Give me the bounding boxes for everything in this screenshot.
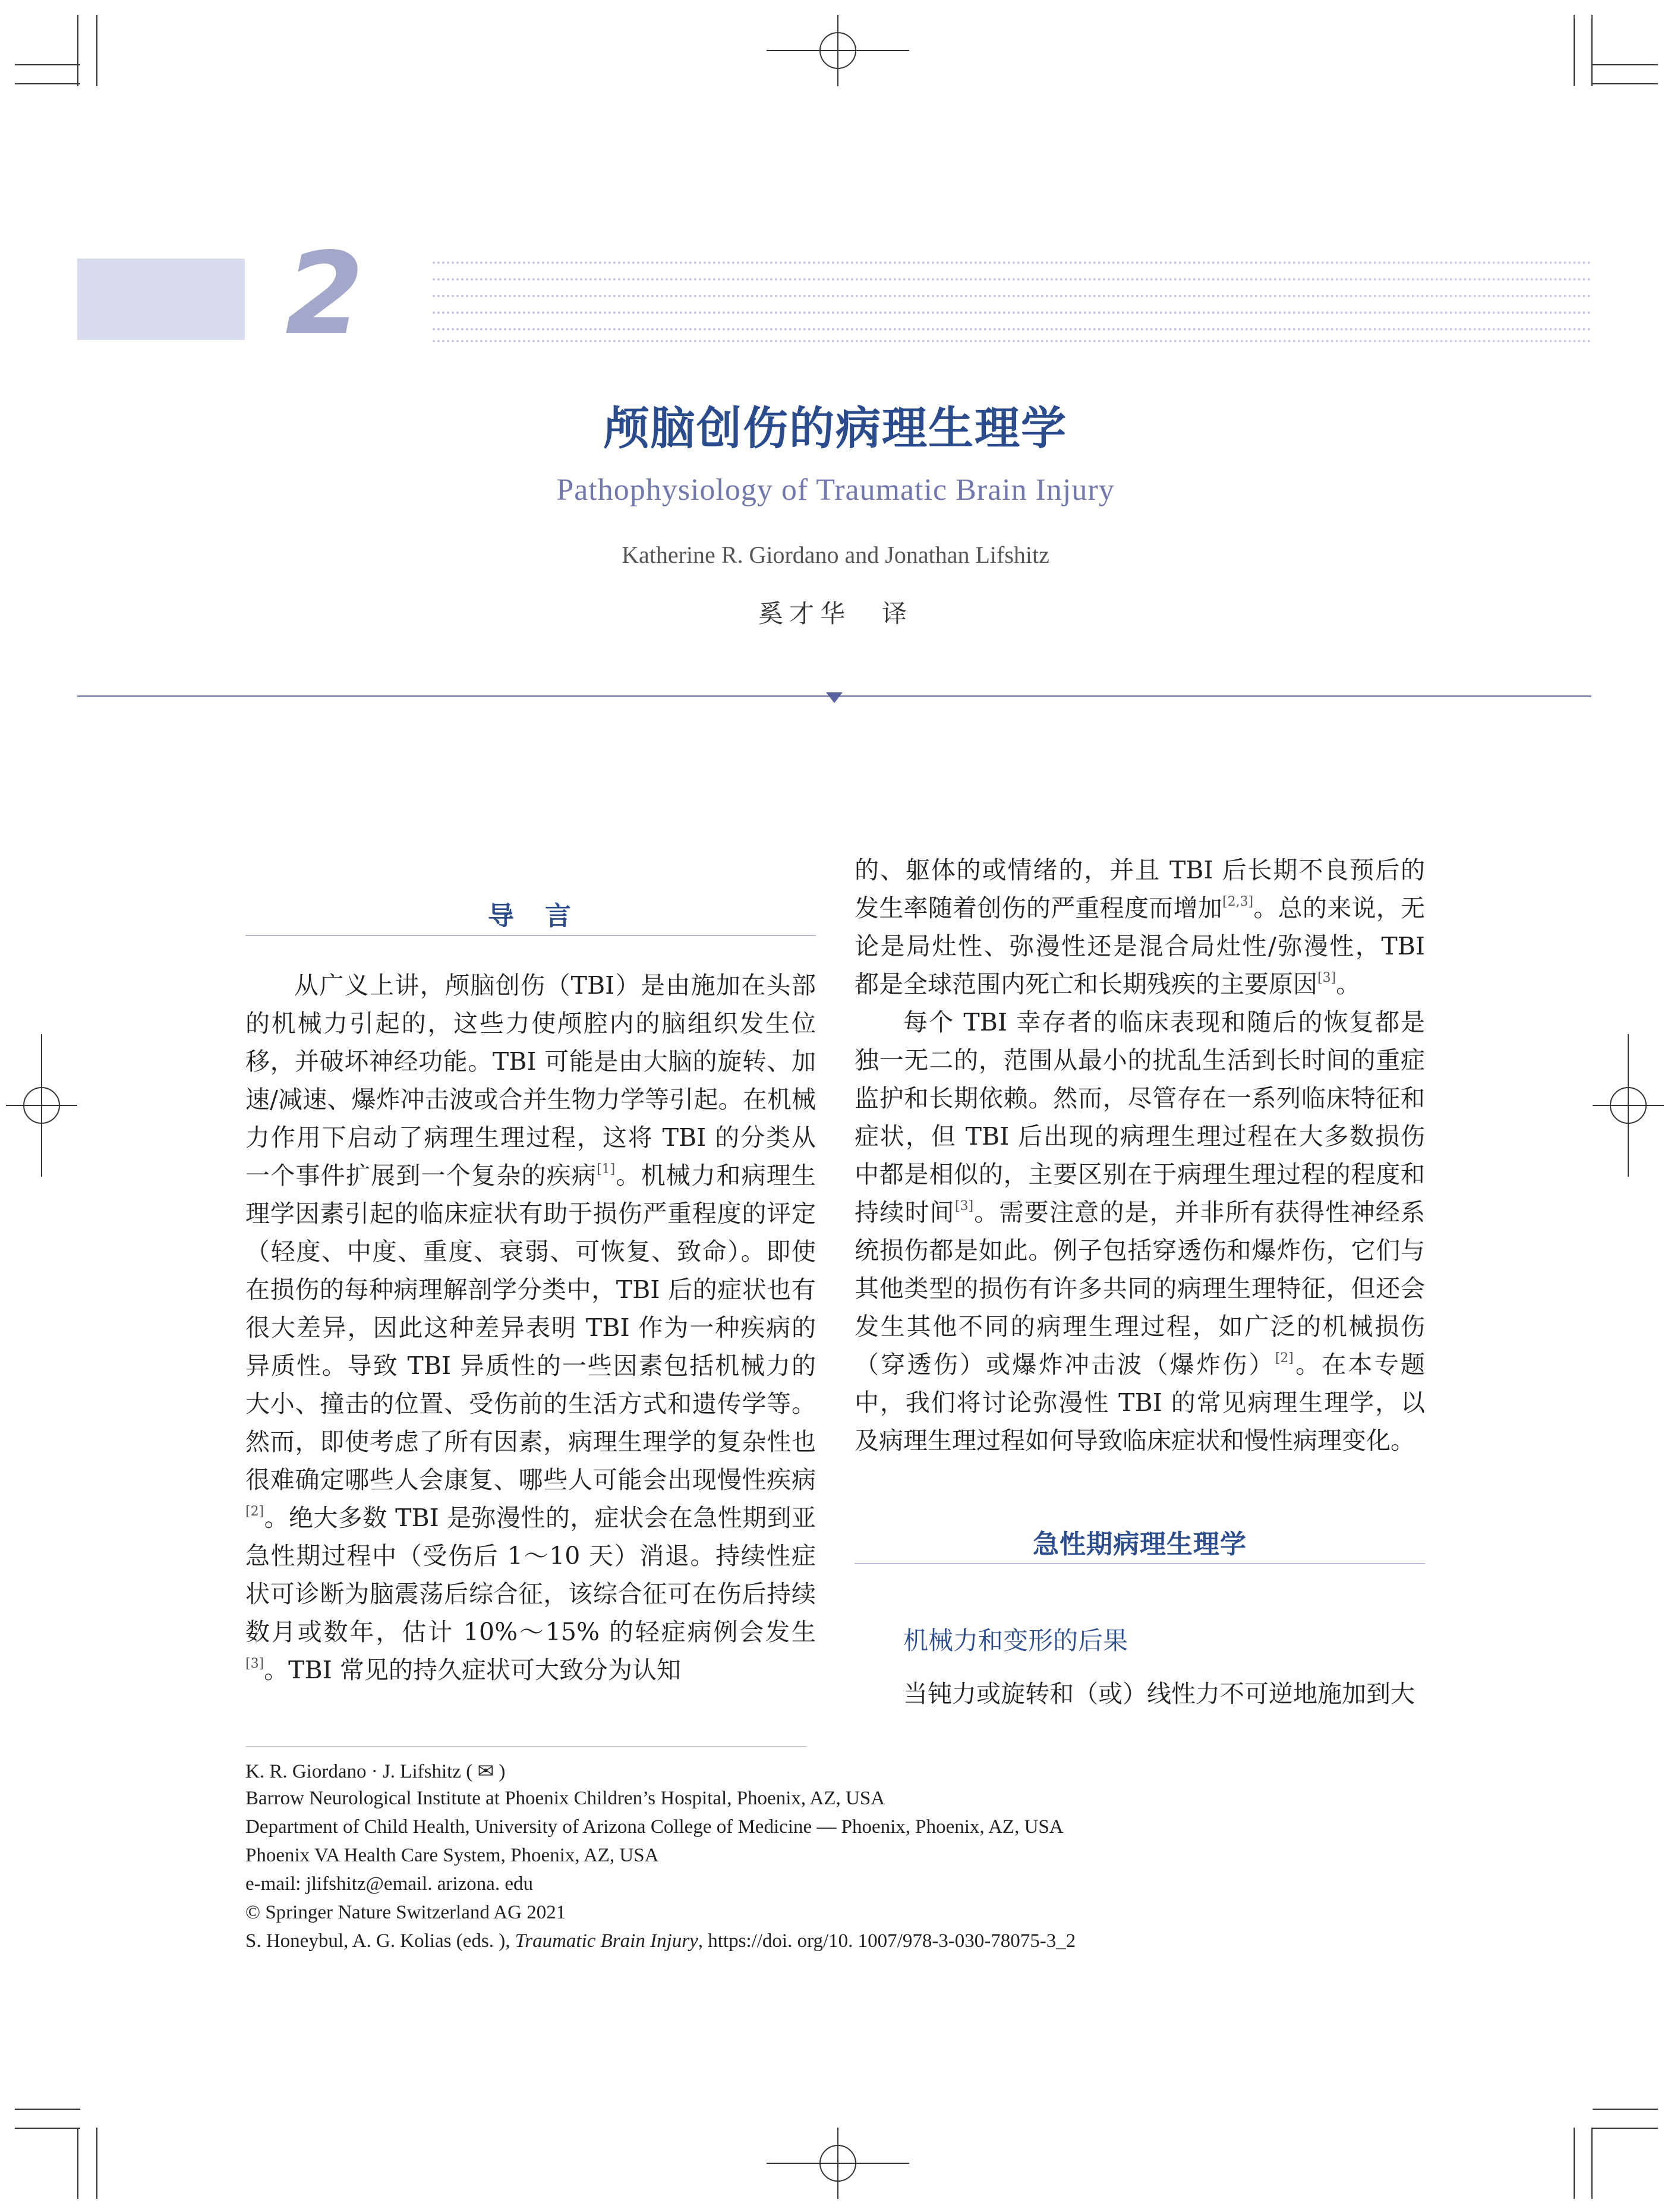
section-heading-acute: 急性期病理生理学 bbox=[1033, 1529, 1247, 1559]
right-column bbox=[855, 851, 1425, 1460]
section-heading-intro: 导 言 bbox=[488, 901, 573, 931]
citation[interactable]: [2,3] bbox=[1222, 894, 1254, 909]
footnote-affiliation: Department of Child Health, University of Arizona College of Medicine — Phoenix, Phoenix, AZ, USA bbox=[245, 1816, 1064, 1838]
footnote-email[interactable]: e-mail: jlifshitz@email. arizona. edu bbox=[245, 1873, 533, 1895]
citation[interactable]: [3] bbox=[954, 1199, 974, 1214]
section-rule-intro bbox=[245, 935, 816, 936]
chapter-number: 2 bbox=[285, 228, 362, 360]
body-paragraph: 每个 TBI 幸存者的临床表现和随后的恢复都是独一无二的，范围从最小的扰乱生活到长时间的重症监护和长期依赖。然而，尽管存在一系列临床特征和症状，但 TBI 后出现的病理生理过程在大多数损伤中都是相似的，主要区别在于病理生理过程的程度和持续时间[3]。需要注意的是，并非所有获得性神经系统损伤都是如此。例子包括穿透伤和爆炸伤，它们与其他类型的损伤有许多共同的病理生理特征，但还会发生其他不同的病理生理过程，如广泛的机械损伤（穿透伤）或爆炸冲击波（爆炸伤）[2]。在本专题中，我们将讨论弥漫性 TBI 的常见病理生理学，以及病理生理过程如何导致临床症状和慢性病理变化。 bbox=[855, 1008, 1426, 1455]
divider-arrow-icon bbox=[826, 692, 843, 703]
footnote-authors: K. R. Giordano · J. Lifshitz ( ✉ ) bbox=[245, 1761, 506, 1782]
chapter-title-zh: 颅脑创伤的病理生理学 bbox=[604, 402, 1067, 455]
translator: 奚才华 译 bbox=[758, 599, 913, 628]
footnote-affiliation: Phoenix VA Health Care System, Phoenix, AZ, USA bbox=[245, 1845, 659, 1866]
footnote-citation: S. Honeybul, A. G. Kolias (eds. ), Traumatic Brain Injury, https://doi. org/10. 1007/978-3-030-78075-3_2 bbox=[245, 1930, 1076, 1952]
chapter-authors: Katherine R. Giordano and Jonathan Lifshitz bbox=[622, 541, 1049, 568]
chapter-color-block bbox=[77, 259, 245, 340]
subsection-heading: 机械力和变形的后果 bbox=[903, 1626, 1128, 1655]
doi-link[interactable]: , https://doi. org/10. 1007/978-3-030-78075-3_2 bbox=[698, 1930, 1076, 1952]
left-column bbox=[245, 966, 816, 1689]
registration-target-bottom bbox=[767, 2128, 909, 2199]
intro-paragraph: 从广义上讲，颅脑创伤（TBI）是由施加在头部的机械力引起的，这些力使颅腔内的脑组织发生位移，并破坏神经功能。TBI 可能是由大脑的旋转、加速/减速、爆炸冲击波或合并生物力学等引起。在机械力作用下启动了病理生理过程，这将 TBI 的分类从一个事件扩展到一个复杂的疾病[1]。机械力和病理生理学因素引起的临床症状有助于损伤严重程度的评定（轻度、中度、重度、衰弱、可恢复、致命）。即使在损伤的每种病理解剖学分类中，TBI 后的症状也有很大差异，因此这种差异表明 TBI 作为一种疾病的异质性。导致 TBI 异质性的一些因素包括机械力的大小、撞击的位置、受伤前的生活方式和遗传学等。然而，即使考虑了所有因素，病理生理学的复杂性也很难确定哪些人会康复、哪些人可能会出现慢性疾病[2]。绝大多数 TBI 是弥漫性的，症状会在急性期到亚急性期过程中（受伤后 1～10 天）消退。持续性症状可诊断为脑震荡后综合征，该综合征可在伤后持续数月或数年，估计 10%～15% 的轻症病例会发生[3]。TBI 常见的持久症状可大致分为认知 bbox=[245, 971, 816, 1684]
citation[interactable]: [2] bbox=[1275, 1351, 1294, 1366]
footnote-copyright: © Springer Nature Switzerland AG 2021 bbox=[245, 1902, 566, 1923]
registration-target-left bbox=[6, 1034, 77, 1177]
registration-target-top bbox=[767, 15, 909, 86]
citation[interactable]: [3] bbox=[1317, 970, 1336, 985]
book-title: Traumatic Brain Injury bbox=[515, 1930, 698, 1952]
continued-paragraph: 的、躯体的或情绪的，并且 TBI 后长期不良预后的发生率随着创伤的严重程度而增加[2,3]。总的来说，无论是局灶性、弥漫性还是混合局灶性/弥漫性，TBI 都是全球范围内死亡和长期残疾的主要原因[3]。 bbox=[855, 856, 1425, 998]
mail-icon[interactable]: ✉ bbox=[477, 1761, 494, 1782]
footnote-rule bbox=[245, 1746, 807, 1747]
chapter-title-en: Pathophysiology of Traumatic Brain Injury bbox=[556, 473, 1115, 507]
section-rule-acute bbox=[855, 1563, 1425, 1564]
citation[interactable]: [1] bbox=[597, 1162, 616, 1177]
right-column-continuation: 当钝力或旋转和（或）线性力不可逆地施加到大 bbox=[903, 1680, 1415, 1708]
footnote-affiliation: Barrow Neurological Institute at Phoenix Children’s Hospital, Phoenix, AZ, USA bbox=[245, 1788, 885, 1809]
registration-target-right bbox=[1593, 1034, 1664, 1177]
citation[interactable]: [2] bbox=[245, 1504, 264, 1519]
citation[interactable]: [3] bbox=[245, 1656, 264, 1671]
